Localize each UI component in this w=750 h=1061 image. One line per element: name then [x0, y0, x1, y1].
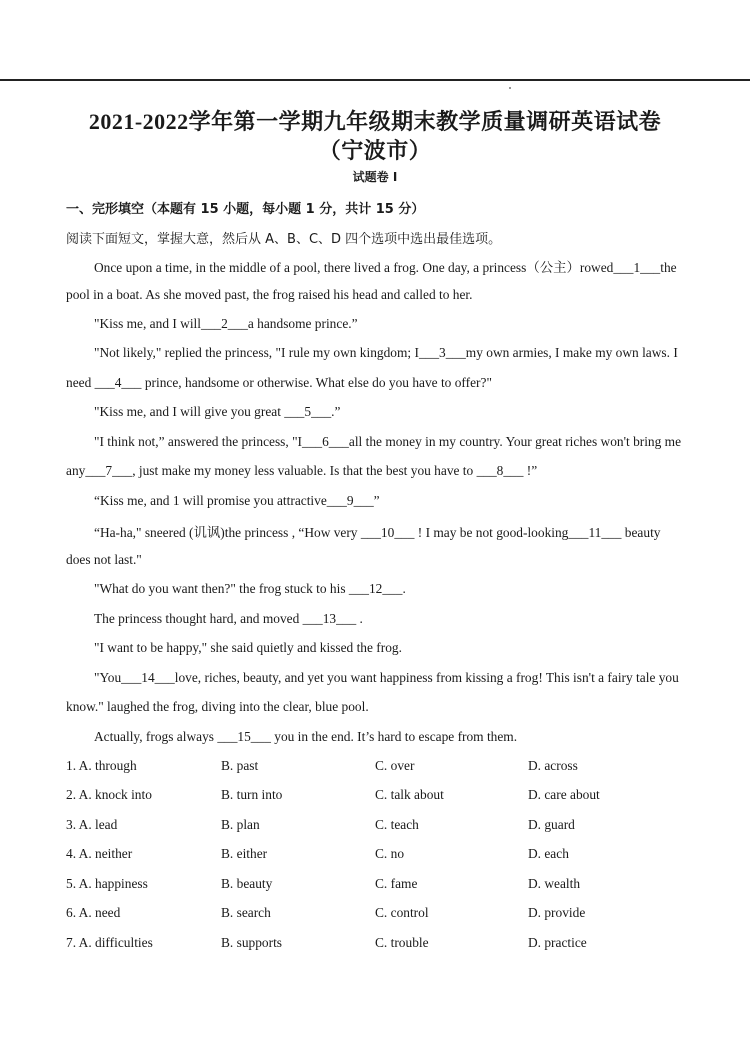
option-3b: B. plan	[221, 817, 260, 832]
option-5a: 5. A. happiness	[66, 876, 148, 891]
option-5b: B. beauty	[221, 876, 273, 891]
passage-line: "You___14___love, riches, beauty, and yet you want happiness from kissing a frog! This isn't a fairy tale you	[94, 670, 679, 685]
option-6c: C. control	[375, 905, 429, 920]
option-4a: 4. A. neither	[66, 846, 133, 861]
option-7c: C. trouble	[375, 935, 429, 950]
passage-line: does not last."	[66, 552, 142, 567]
passage-line: “Ha-ha," sneered (讥讽)the princess , “How very ___10___ ! I may be not good-looking___11___ beauty	[94, 525, 661, 540]
passage-line: Actually, frogs always ___15___ you in the end. It’s hard to escape from them.	[94, 729, 518, 744]
option-6a: 6. A. need	[66, 905, 121, 920]
passage-line: "I think not,” answered the princess, "I___6___all the money in my country. Your great riches won't bring me	[94, 434, 682, 449]
passage-line: pool in a boat. As she moved past, the frog raised his head and called to her.	[66, 287, 473, 302]
passage-line: "Not likely," replied the princess, "I rule my own kingdom; I___3___my own armies, I make my own laws. I	[94, 345, 678, 360]
passage-line: The princess thought hard, and moved ___13___ .	[94, 611, 363, 626]
option-6d: D. provide	[528, 905, 586, 920]
passage-line: "I want to be happy," she said quietly and kissed the frog.	[94, 640, 402, 655]
option-3d: D. guard	[528, 817, 575, 832]
option-4c: C. no	[375, 846, 405, 861]
passage-line: "Kiss me, and I will___2___a handsome prince.”	[94, 316, 358, 331]
section-instruction: 阅读下面短文，掌握大意，然后从 A、B、C、D 四个选项中选出最佳选项。	[66, 232, 502, 247]
exam-title: 2021-2022学年第一学期九年级期末教学质量调研英语试卷	[88, 109, 662, 134]
section-heading: 一、完形填空（本题有 15 小题，每小题 1 分，共计 15 分）	[66, 202, 425, 217]
passage-line: need ___4___ prince, handsome or otherwise. What else do you have to offer?"	[66, 375, 492, 390]
option-7a: 7. A. difficulties	[66, 935, 153, 950]
option-2d: D. care about	[528, 787, 600, 802]
option-2a: 2. A. knock into	[66, 787, 152, 802]
option-3c: C. teach	[375, 817, 419, 832]
option-2b: B. turn into	[221, 787, 283, 802]
option-1c: C. over	[375, 758, 415, 773]
option-1b: B. past	[221, 758, 259, 773]
passage-line: know." laughed the frog, diving into the clear, blue pool.	[66, 699, 369, 714]
option-5c: C. fame	[375, 876, 418, 891]
option-7d: D. practice	[528, 935, 587, 950]
option-4d: D. each	[528, 846, 569, 861]
option-7b: B. supports	[221, 935, 283, 950]
passage-line: "Kiss me, and I will give you great ___5___.”	[94, 404, 341, 419]
option-4b: B. either	[221, 846, 268, 861]
passage-line: "What do you want then?" the frog stuck to his ___12___.	[94, 581, 406, 596]
page-dot	[509, 87, 511, 89]
option-1d: D. across	[528, 758, 578, 773]
exam-region: （宁波市）	[318, 138, 432, 163]
option-3a: 3. A. lead	[66, 817, 118, 832]
option-2c: C. talk about	[375, 787, 444, 802]
passage-line: “Kiss me, and 1 will promise you attractive___9___”	[94, 493, 380, 508]
option-5d: D. wealth	[528, 876, 581, 891]
passage-line: Once upon a time, in the middle of a pool, there lived a frog. One day, a princess（公主）rowed___1___the	[94, 260, 677, 275]
paper-label: 试题卷 I	[352, 170, 398, 184]
top-rule	[0, 79, 750, 81]
option-1a: 1. A. through	[66, 758, 137, 773]
option-6b: B. search	[221, 905, 271, 920]
passage-line: any___7___, just make my money less valuable. Is that the best you have to ___8___ !”	[66, 463, 538, 478]
